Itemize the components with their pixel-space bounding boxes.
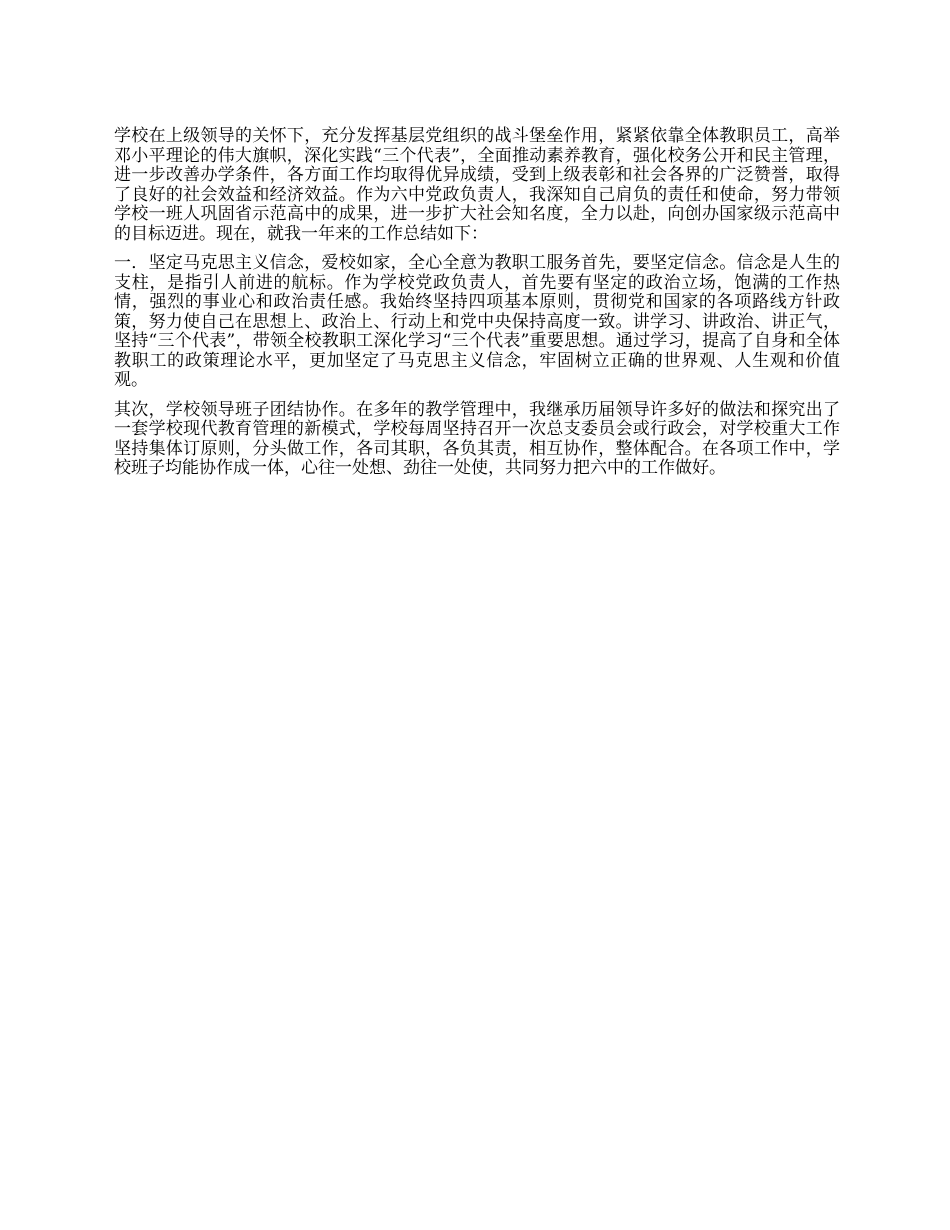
paragraph-section-two: 其次，学校领导班子团结协作。在多年的教学管理中，我继承历届领导许多好的做法和探究出了一套学校现代教育管理的新模式，学校每周坚持召开一次总支委员会或行政会，对学校重大工作坚持集体订原则，分头做工作，各司其职，各负其责，相互协作，整体配合。在各项工作中，学校班子均能协作成一体，心往一处想、劲往一处使，共同努力把六中的工作做好。 <box>114 399 840 478</box>
paragraph-intro: 学校在上级领导的关怀下，充分发挥基层党组织的战斗堡垒作用，紧紧依靠全体教职员工，高举邓小平理论的伟大旗帜，深化实践“三个代表”，全面推动素养教育，强化校务公开和民主管理，进一步改善办学条件，各方面工作均取得优异成绩，受到上级表彰和社会各界的广泛赞誉，取得了良好的社会效益和经济效益。作为六中党政负责人，我深知自己肩负的责任和使命，努力带领学校一班人巩固省示范高中的成果，进一步扩大社会知名度，全力以赴，向创办国家级示范高中的目标迈进。现在，就我一年来的工作总结如下： <box>114 126 840 244</box>
document-body <box>114 127 840 489</box>
paragraph-section-one: 一．坚定马克思主义信念，爱校如家，全心全意为教职工服务首先，要坚定信念。信念是人生的支柱，是指引人前进的航标。作为学校党政负责人，首先要有坚定的政治立场，饱满的工作热情，强烈的事业心和政治责任感。我始终坚持四项基本原则，贯彻党和国家的各项路线方针政策，努力使自己在思想上、政治上、行动上和党中央保持高度一致。讲学习、讲政治、讲正气，坚持“三个代表”，带领全校教职工深化学习“三个代表”重要思想。通过学习，提高了自身和全体教职工的政策理论水平，更加坚定了马克思主义信念，牢固树立正确的世界观、人生观和价值观。 <box>114 253 840 390</box>
